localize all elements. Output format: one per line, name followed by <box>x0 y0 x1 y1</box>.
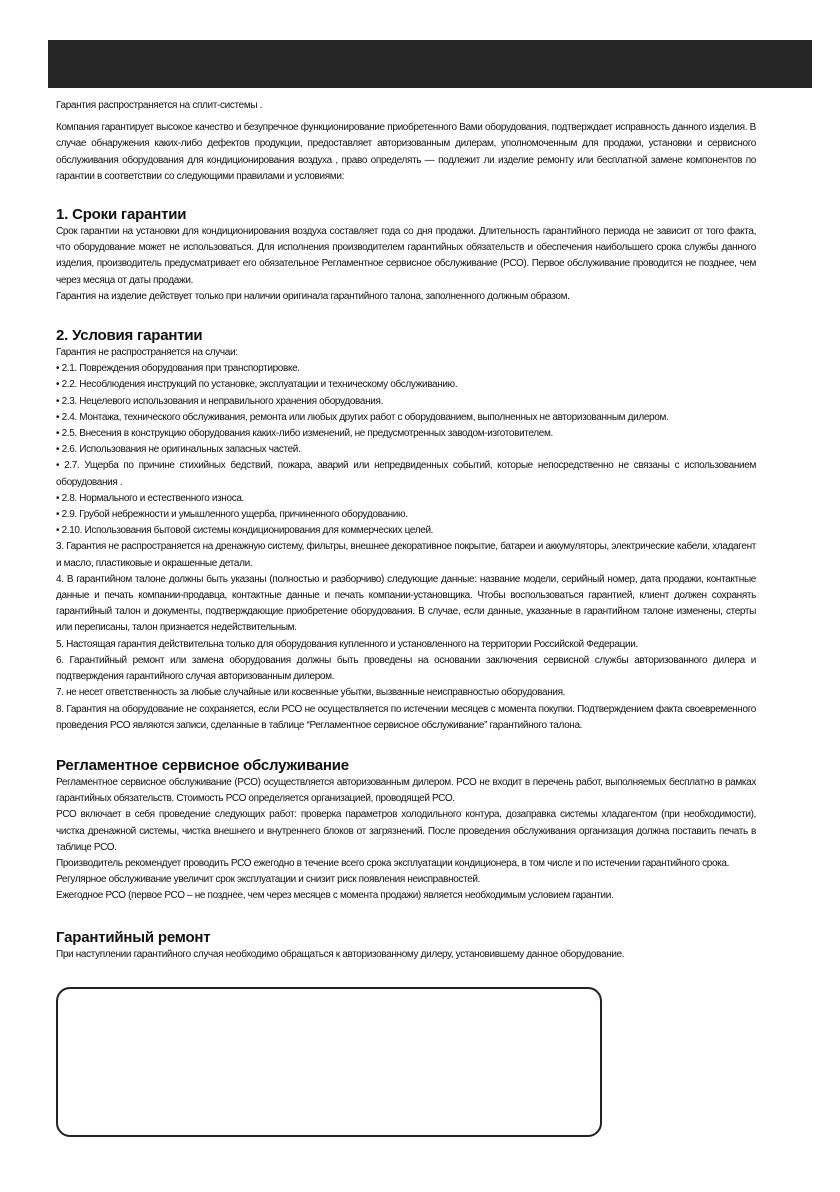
document-body <box>56 98 756 963</box>
list-item: • 2.8. Нормального и естественного износа. <box>56 492 244 504</box>
section-title-warranty-repair: Гарантийный ремонт <box>56 928 211 946</box>
clause-5: 5. Настоящая гарантия действительна только для оборудования купленного и установленного на территории Российской Федерации. <box>56 638 638 650</box>
clause-3: 3. Гарантия не распространяется на дренажную систему, фильтры, внешнее декоративное покрытие, батареи и аккумуляторы, электрические кабели, хладагент и масло, пластиковые и окрашенные детали. <box>56 541 756 569</box>
list-item: • 2.3. Нецелевого использования и неправильного хранения оборудования. <box>56 395 383 407</box>
warranty-card-note: Гарантия на изделие действует только при наличии оригинала гарантийного талона, заполненного должным образом. <box>56 290 570 302</box>
service-paragraph-1: Регламентное сервисное обслуживание (РСО) осуществляется авторизованным дилером. РСО не входит в перечень работ, выполняемых бесплатно в рамках гарантийных обязательств. Стоимость РСО определяется организацией, проводящей РСО. <box>56 776 756 805</box>
dealer-stamp-box <box>56 987 602 1137</box>
list-item: • 2.4. Монтажа, технического обслуживания, ремонта или любых других работ с оборудованием, выполненных не авторизованным дилером. <box>56 411 669 423</box>
repair-paragraph: При наступлении гарантийного случая необходимо обращаться к авторизованному дилеру, установившему данное оборудование. <box>56 948 625 960</box>
clause-6: 6. Гарантийный ремонт или замена оборудования должны быть проведены на основании заключения сервисной службы авторизованного дилера и подтверждения гарантийного случая авторизованным дилером. <box>56 654 756 683</box>
list-item: • 2.5. Внесения в конструкцию оборудования каких-либо изменений, не предусмотренных заводом-изготовителем. <box>56 428 553 440</box>
list-item: • 2.2. Несоблюдения инструкций по установке, эксплуатации и техническому обслуживанию. <box>56 379 458 391</box>
service-paragraph-3: Производитель рекомендует проводить РСО ежегодно в течение всего срока эксплуатации кондиционера, в том числе и по истечении гарантийного срока. <box>56 857 730 869</box>
service-paragraph-4: Регулярное обслуживание увеличит срок эксплуатации и снизит риск появления неисправностей. <box>56 874 481 886</box>
list-item: • 2.7. Ущерба по причине стихийных бедствий, пожара, аварий или непредвиденных событий, которые непосредственно не связаны с использованием оборудования . <box>56 460 756 488</box>
exclusions-list <box>56 361 756 539</box>
list-item: • 2.6. Использования не оригинальных запасных частей. <box>56 444 301 456</box>
service-paragraph-2: РСО включает в себя проведение следующих работ: проверка параметров холодильного контура, дозаправка системы хладагентом (при необходимости), чистка дренажной системы, чистка внешнего и внутреннего блоков от загрязнений. После проведения обслуживания организация должна поставить печать в таблице РСО. <box>56 809 756 853</box>
list-item: • 2.10. Использования бытовой системы кондиционирования для коммерческих целей. <box>56 525 434 537</box>
section-title-warranty-term: 1. Сроки гарантии <box>56 206 187 224</box>
conditions-lead: Гарантия не распространяется на случаи: <box>56 347 238 359</box>
clause-8: 8. Гарантия на оборудование не сохраняется, если РСО не осуществляется по истечении месяцев с момента покупки. Подтверждением факта своевременного проведения РСО являются записи, сделанные в таблице “Регламентное сервисное обслуживание” гарантийного талона. <box>56 703 756 731</box>
intro-paragraph: Компания гарантирует высокое качество и безупречное функционирование приобретенного Вами оборудования, подтверждает исправность данного изделия. В случае обнаружения каких-либо дефектов продукции, предоставляет авторизованным дилерам, уполномоченным для продажи, установки и сервисного обслуживания оборудования для кондиционирования воздуха , право определять — подлежит ли изделие ремонту или бесплатной замене компонентов по гарантии в соответствии со следующими правилами и условиями: <box>56 122 756 182</box>
header-bar <box>48 40 812 88</box>
clause-4: 4. В гарантийном талоне должны быть указаны (полностью и разборчиво) следующие данные: название модели, серийный номер, дата продажи, контактные данные и печать компании-продавца, контактные данные и печать компании-установщика. Чтобы воспользоваться гарантией, клиент должен сохранять гарантийный талон и документы, подтверждающие приобретение оборудования. В случае, если данные, указанные в гарантийном талоне изменены, стерты или переписаны, талон признается недействительным. <box>56 573 756 634</box>
warranty-term-paragraph: Срок гарантии на установки для кондиционирования воздуха составляет года со дня продажи. Длительность гарантийного периода не зависит от того факта, что оборудование может не использоваться. Для исполнения производителем гарантийных обязательств и обеспечения наибольшего срока службы данного изделия, производитель предусматривает его обязательное Регламентное сервисное обслуживание (РСО). Первое обслуживание проводится не позднее, чем через месяца от даты продажи. <box>56 226 756 286</box>
list-item: • 2.1. Повреждения оборудования при транспортировке. <box>56 363 300 375</box>
clause-7: 7. не несет ответственность за любые случайные или косвенные убытки, вызванные неисправностью оборудования. <box>56 687 566 699</box>
intro-line: Гарантия распространяется на сплит-системы . <box>56 100 263 111</box>
service-paragraph-5: Ежегодное РСО (первое РСО – не позднее, чем через месяцев с момента продажи) является необходимым условием гарантии. <box>56 890 614 902</box>
section-title-scheduled-service: Регламентное сервисное обслуживание <box>56 756 349 774</box>
section-title-warranty-conditions: 2. Условия гарантии <box>56 327 203 345</box>
list-item: • 2.9. Грубой небрежности и умышленного ущерба, причиненного оборудованию. <box>56 509 408 521</box>
